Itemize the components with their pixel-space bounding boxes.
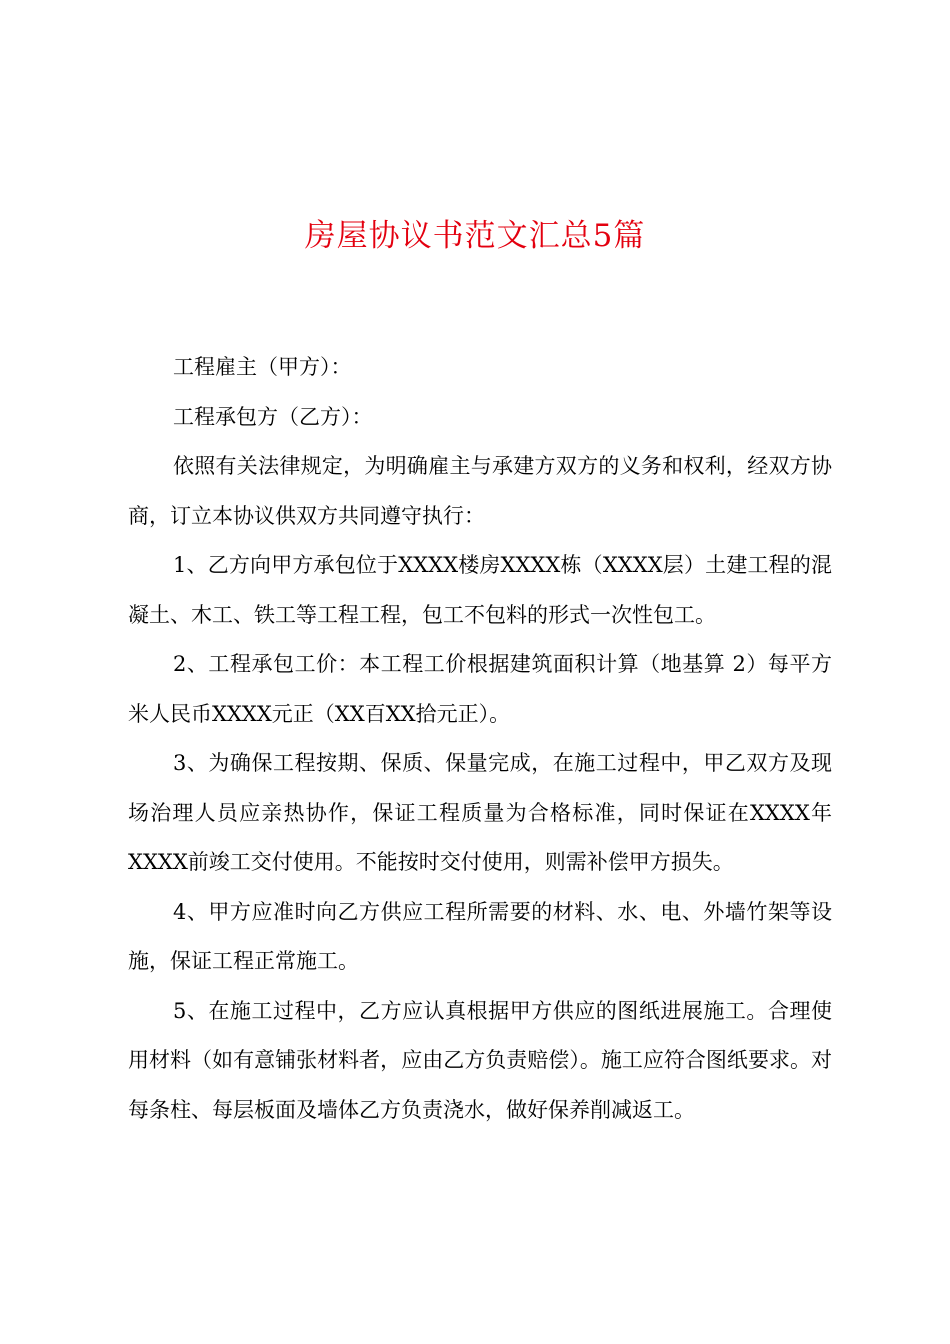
paragraph-clause-5: 5、在施工过程中，乙方应认真根据甲方供应的图纸进展施工。合理使用材料（如有意铺张材料者，应由乙方负责赔偿）。施工应符合图纸要求。对每条柱、每层板面及墙体乙方负责浇水，做好保养削减返工。 — [128, 998, 832, 1122]
paragraph-clause-4: 4、甲方应准时向乙方供应工程所需要的材料、水、电、外墙竹架等设施，保证工程正常施工。 — [128, 899, 832, 973]
paragraph-preamble: 依照有关法律规定，为明确雇主与承建方双方的义务和权利，经双方协商，订立本协议供双方共同遵守执行： — [128, 454, 832, 528]
document-body — [128, 343, 832, 1135]
paragraph-clause-3: 3、为确保工程按期、保质、保量完成，在施工过程中，甲乙双方及现场治理人员应亲热协作，保证工程质量为合格标准，同时保证在XXXX年XXXX前竣工交付使用。不能按时交付使用，则需补偿甲方损失。 — [128, 751, 832, 874]
paragraph-clause-1: 1、乙方向甲方承包位于XXXX楼房XXXX栋（XXXX层）土建工程的混凝土、木工、铁工等工程工程，包工不包料的形式一次性包工。 — [128, 553, 832, 627]
document-title: 房屋协议书范文汇总5篇 — [304, 218, 646, 254]
paragraph-contractor: 工程承包方（乙方）： — [173, 404, 373, 429]
paragraph-employer: 工程雇主（甲方）： — [173, 355, 352, 379]
paragraph-clause-2: 2、工程承包工价：本工程工价根据建筑面积计算（地基算 2）每平方米人民币XXXX元正（XX百XX拾元正）。 — [128, 652, 832, 726]
